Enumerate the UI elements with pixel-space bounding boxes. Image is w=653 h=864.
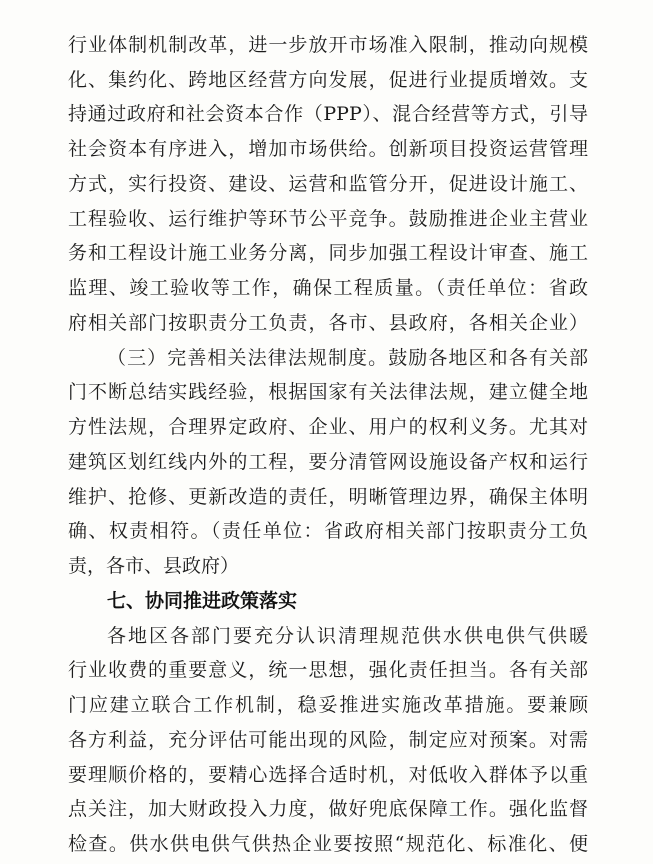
section-seven-paragraph-start: 各地区各部门要充分认识清理规范供水供电供气供暖 bbox=[107, 625, 588, 647]
text-line-11: 门不断总结实践经验，根据国家有关法律法规，建立健全地 bbox=[68, 381, 588, 403]
text-line-13: 建筑区划红线内外的工程，要分清管网设施设备产权和运行 bbox=[68, 451, 588, 473]
text-line-4: 社会资本有序进入，增加市场供给。创新项目投资运营管理 bbox=[68, 138, 588, 160]
text-line-2: 化、集约化、跨地区经营方向发展，促进行业提质增效。支 bbox=[68, 69, 588, 91]
text-line-14: 维护、抢修、更新改造的责任，明晰管理边界，确保主体明 bbox=[68, 486, 588, 508]
text-line-15: 确、权责相符。（责任单位：省政府相关部门按职责分工负 bbox=[68, 520, 588, 542]
text-line-23: 点关注，加大财政投入力度，做好兜底保障工作。强化监督 bbox=[68, 798, 588, 820]
text-line-5: 方式，实行投资、建设、运营和监管分开，促进设计施工、 bbox=[68, 173, 588, 195]
text-line-8: 监理、竣工验收等工作，确保工程质量。（责任单位：省政 bbox=[68, 277, 588, 299]
text-line-1: 行业体制机制改革，进一步放开市场准入限制，推动向规模 bbox=[68, 34, 588, 56]
text-line-7: 务和工程设计施工业务分离，同步加强工程设计审查、施工 bbox=[68, 242, 588, 264]
text-line-3: 持通过政府和社会资本合作（PPP）、混合经营等方式，引导 bbox=[68, 103, 588, 125]
text-line-9: 府相关部门按职责分工负责，各市、县政府，各相关企业） bbox=[68, 312, 588, 334]
text-line-21: 各方利益，充分评估可能出现的风险，制定应对预案。对需 bbox=[68, 729, 588, 751]
text-line-19: 行业收费的重要意义，统一思想，强化责任担当。各有关部 bbox=[68, 659, 588, 681]
section-heading: 七、协同推进政策落实 bbox=[107, 590, 298, 612]
section-three-paragraph-start: （三）完善相关法律法规制度。鼓励各地区和各有关部 bbox=[107, 347, 588, 369]
text-line-12: 方性法规，合理界定政府、企业、用户的权利义务。尤其对 bbox=[68, 416, 588, 438]
text-line-16: 责，各市、县政府） bbox=[68, 555, 240, 577]
text-line-22: 要理顺价格的，要精心选择合适时机，对低收入群体予以重 bbox=[68, 764, 588, 786]
text-line-6: 工程验收、运行维护等环节公平竞争。鼓励推进企业主营业 bbox=[68, 208, 588, 230]
text-line-20: 门应建立联合工作机制，稳妥推进实施改革措施。要兼顾 bbox=[68, 694, 588, 716]
text-line-24: 检查。供水供电供气供热企业要按照“规范化、标准化、便 bbox=[68, 833, 588, 855]
